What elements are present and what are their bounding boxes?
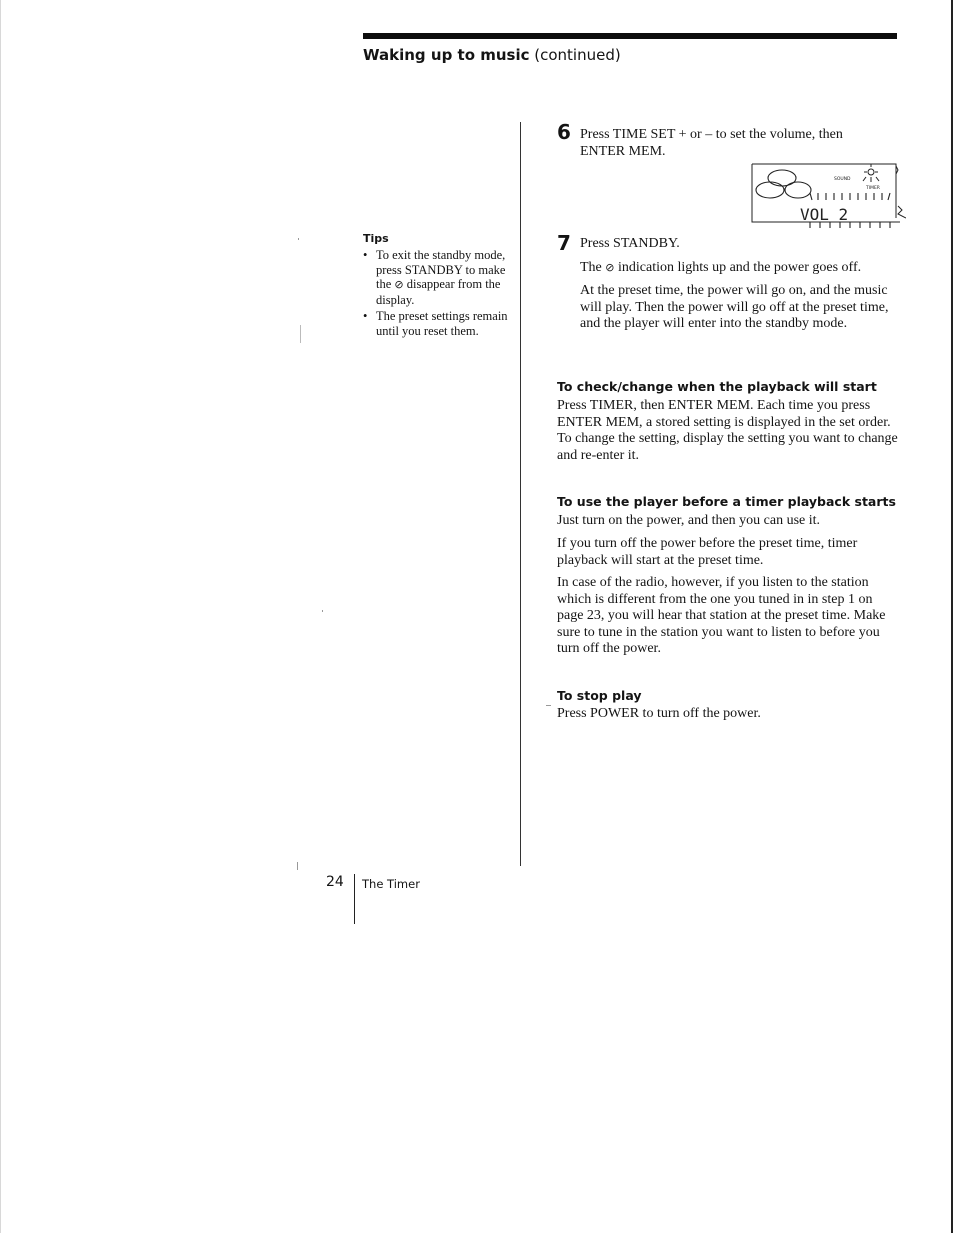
lcd-top-segments: [810, 193, 890, 200]
timer-sun-icon: [863, 164, 879, 182]
footer-rule: [354, 874, 355, 924]
section-header-title: Waking up to music: [363, 46, 530, 64]
lcd-timer-label: TIMER: [866, 186, 880, 191]
lcd-volume-readout: VOL 2: [800, 205, 849, 224]
tips-title: Tips: [363, 232, 389, 245]
step-6-line-2: ENTER MEM.: [580, 143, 666, 159]
tip-item: [363, 309, 513, 338]
step-7-paragraph-1: [580, 260, 910, 277]
step-6-line-1: Press TIME SET + or – to set the volume, then: [580, 127, 843, 142]
section-header-continued: (continued): [529, 46, 621, 64]
page-edge-left: [0, 0, 1, 1233]
page-edge-right: [951, 0, 953, 1233]
footer-section-label: The Timer: [362, 877, 420, 891]
lcd-sound-label: SOUND: [834, 177, 851, 182]
scan-speck: [546, 705, 551, 706]
section-heading-check-change: To check/change when the playback will start: [557, 379, 877, 394]
lcd-display-illustration: [750, 162, 906, 234]
section-header: [363, 46, 621, 64]
column-divider: [520, 122, 521, 866]
tip-text: To exit the standby mode, press STANDBY to make the: [376, 248, 506, 291]
tip-item: [363, 248, 513, 307]
scan-speck: [298, 238, 299, 240]
page-number: 24: [326, 874, 344, 890]
header-rule: [363, 33, 897, 39]
scan-speck: [300, 325, 301, 343]
scan-speck: [322, 610, 323, 612]
section-paragraph: In case of the radio, however, if you listen to the station which is different from the one you tuned in in step 1 on page 23, you will hear that station at the preset time. Make sure to tune in the station you want to listen to before you turn off the power.: [557, 575, 886, 656]
section-paragraph: Press POWER to turn off the power.: [557, 706, 761, 721]
tips-sidebar: [363, 232, 513, 340]
step-6-text: [580, 127, 880, 160]
section-paragraph: Just turn on the power, and then you can use it.: [557, 513, 821, 528]
tip-text: The preset settings remain until you reset them.: [376, 309, 508, 338]
step-7-p1-end: indication lights up and the power goes off.: [614, 260, 862, 275]
scan-speck: [297, 862, 298, 870]
step-7-paragraph-2: At the preset time, the power will go on, and the music will play. Then the power will go off at the preset time, and the player will enter into the standby mode.: [580, 283, 889, 331]
lcd-bottom-segments: [806, 222, 900, 228]
section-heading-stop-play: To stop play: [557, 688, 642, 703]
section-paragraph: If you turn off the power before the preset time, timer playback will start at the preset time.: [557, 536, 858, 568]
step-6-number: 6: [557, 120, 571, 144]
step-7-p1-start: The: [580, 260, 606, 275]
standby-symbol-icon: ⊘: [394, 278, 404, 291]
tip-text-end: disappear from the display.: [376, 277, 501, 307]
step-7-text: Press STANDBY.: [580, 236, 680, 251]
standby-symbol-icon: ⊘: [605, 261, 615, 274]
step-7-number: 7: [557, 231, 571, 255]
section-heading-use-before-timer: To use the player before a timer playback starts: [557, 494, 896, 509]
bullet-icon: •: [363, 248, 368, 262]
section-paragraph: Press TIMER, then ENTER MEM. Each time you press ENTER MEM, a stored setting is displayed in the set order. To change the setting, display the setting you want to change and re-enter it.: [557, 398, 898, 463]
bullet-icon: •: [363, 309, 368, 323]
